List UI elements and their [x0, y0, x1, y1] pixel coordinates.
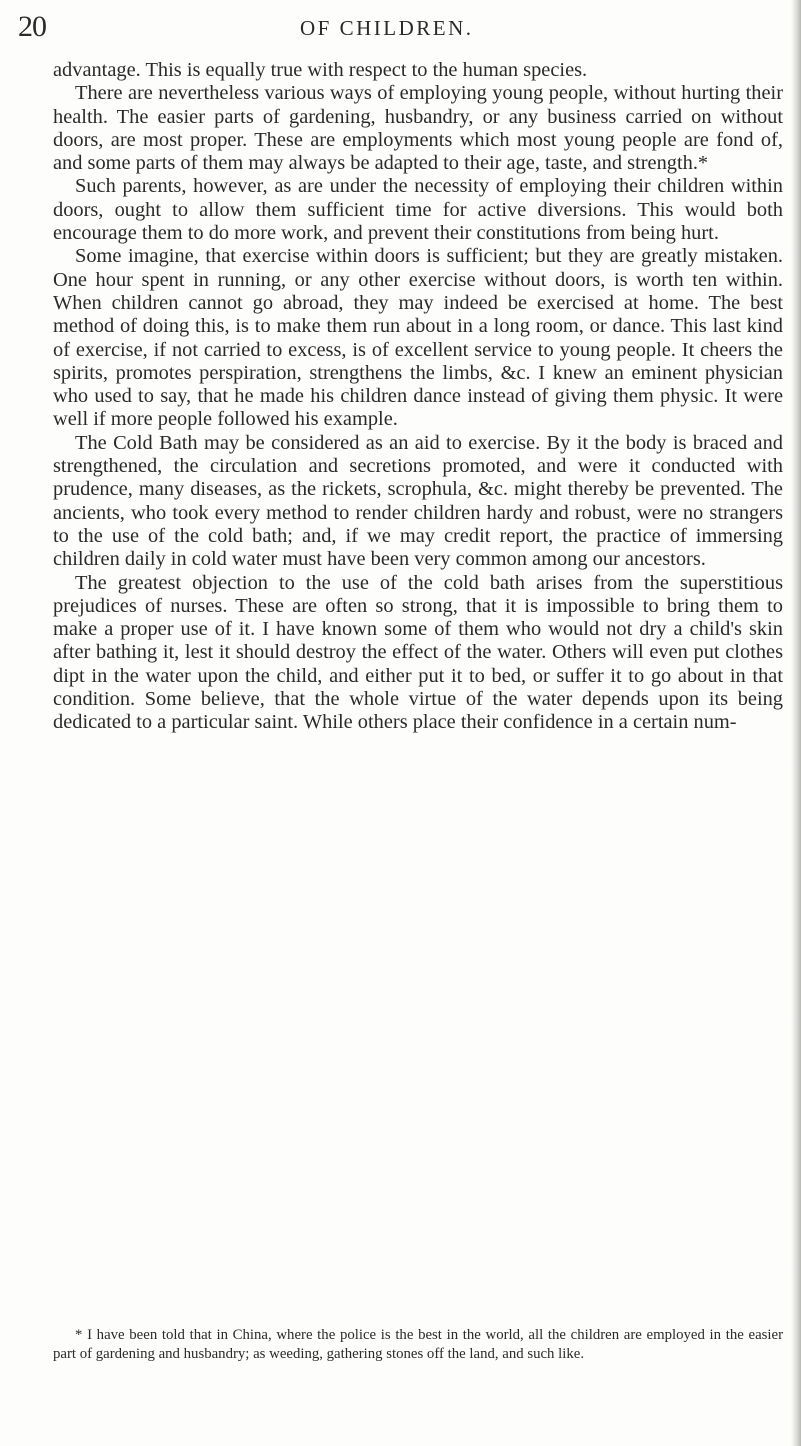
paragraph: Some imagine, that exercise within doors is sufficient; but they are greatly mistaken. One hour spent in running, or any other exercise without doors, is worth ten within. When children cannot go abroad, they may indeed be exercised at home. The best method of doing this, is to make them run about in a long room, or dance. This last kind of exercise, if not carried to excess, is of excellent service to young people. It cheers the spirits, promotes perspiration, strengthens the limbs, &c. I knew an eminent physician who used to say, that he made his children dance instead of giving them physic. It were well if more people followed his example.: [53, 245, 783, 431]
paragraph: The Cold Bath may be considered as an aid to exercise. By it the body is braced and strengthened, the circulation and secretions promoted, and were it conducted with prudence, many diseases, as the rickets, scrophula, &c. might thereby be prevented. The ancients, who took every method to render children hardy and robust, were no strangers to the use of the cold bath; and, if we may credit report, the practice of immersing children daily in cold water must have been very common among our ancestors.: [53, 431, 783, 571]
running-head: OF CHILDREN.: [300, 16, 474, 40]
paragraph: There are nevertheless various ways of employing young people, without hurting their health. The easier parts of gardening, husbandry, or any business carried on without doors, are most proper. These are employments which most young people are fond of, and some parts of them may always be adapted to their age, taste, and strength.*: [53, 82, 783, 175]
body-text: [53, 59, 783, 735]
paragraph: Such parents, however, as are under the necessity of employing their children within doors, ought to allow them sufficient time for active diversions. This would both encourage them to do more work, and prevent their constitutions from being hurt.: [53, 175, 783, 245]
page-number: 20: [18, 10, 46, 43]
paragraph: advantage. This is equally true with respect to the human species.: [53, 59, 588, 81]
paragraph: The greatest objection to the use of the cold bath arises from the superstitious prejudices of nurses. These are often so strong, that it is impossible to bring them to make a proper use of it. I have known some of them who would not dry a child's skin after bathing it, lest it should destroy the effect of the water. Others will even put clothes dipt in the water upon the child, and either put it to bed, or suffer it to go about in that condition. Some believe, that the whole virtue of the water depends upon its being dedicated to a particular saint. While others place their confidence in a certain num-: [53, 571, 783, 734]
footnote: * I have been told that in China, where the police is the best in the world, all the children are employed in the easier part of gardening and husbandry; as weeding, gathering stones off the land, and such like.: [53, 1327, 783, 1362]
page-edge: [791, 0, 801, 1446]
